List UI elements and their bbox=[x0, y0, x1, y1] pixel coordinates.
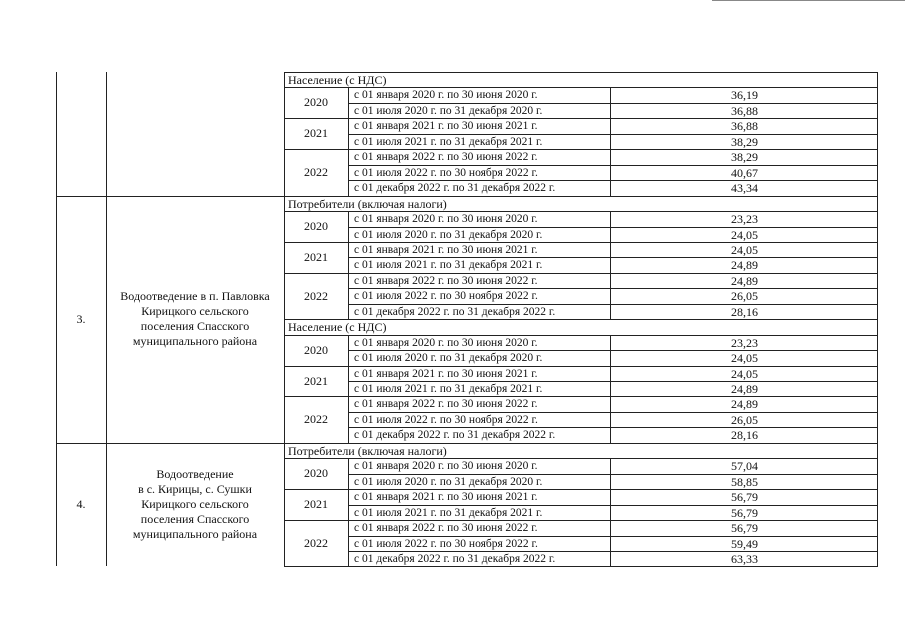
table-rule bbox=[877, 72, 878, 566]
tariff-value: 24,05 bbox=[731, 366, 758, 381]
year-cell: 2021 bbox=[304, 249, 328, 264]
table-rule bbox=[348, 273, 349, 319]
table-rule bbox=[348, 118, 349, 149]
period-cell: с 01 декабря 2022 г. по 31 декабря 2022 г. bbox=[354, 182, 556, 195]
tariff-value: 26,05 bbox=[731, 412, 758, 427]
service-name: Водоотведение bbox=[156, 467, 234, 482]
category-label: Население (с НДС) bbox=[288, 73, 387, 87]
period-cell: с 01 января 2022 г. по 30 июня 2022 г. bbox=[354, 398, 538, 411]
tariff-value: 28,16 bbox=[731, 304, 758, 319]
period-cell: с 01 декабря 2022 г. по 31 декабря 2022 г. bbox=[354, 429, 556, 442]
service-name: в с. Кирицы, с. Сушки bbox=[138, 482, 252, 497]
tariff-value: 24,05 bbox=[731, 242, 758, 257]
table-rule bbox=[610, 118, 611, 149]
tariff-value: 56,79 bbox=[731, 490, 758, 505]
year-cell: 2021 bbox=[304, 373, 328, 388]
table-rule bbox=[56, 72, 57, 566]
period-cell: с 01 января 2021 г. по 30 июня 2021 г. bbox=[354, 243, 538, 256]
tariff-value: 24,89 bbox=[731, 273, 758, 288]
period-cell: с 01 июля 2020 г. по 31 декабря 2020 г. bbox=[354, 475, 543, 488]
table-rule bbox=[610, 211, 611, 242]
year-cell: 2020 bbox=[304, 342, 328, 357]
period-cell: с 01 июля 2021 г. по 31 декабря 2021 г. bbox=[354, 135, 543, 148]
category-label: Потребители (включая налоги) bbox=[288, 443, 447, 458]
period-cell: с 01 июля 2020 г. по 31 декабря 2020 г. bbox=[354, 104, 543, 117]
tariff-value: 56,79 bbox=[731, 505, 758, 520]
table-rule bbox=[348, 242, 349, 273]
tariff-value: 24,89 bbox=[731, 397, 758, 412]
period-cell: с 01 января 2022 г. по 30 июня 2022 г. bbox=[354, 274, 538, 287]
table-rule bbox=[348, 520, 349, 566]
period-cell: с 01 января 2020 г. по 30 июня 2020 г. bbox=[354, 89, 538, 102]
period-cell: с 01 января 2021 г. по 30 июня 2021 г. bbox=[354, 367, 538, 380]
row-number: 3. bbox=[76, 311, 86, 326]
category-label: Потребители (включая налоги) bbox=[288, 196, 447, 211]
tariff-value: 28,16 bbox=[731, 428, 758, 443]
tariff-value: 24,89 bbox=[731, 382, 758, 396]
top-rule bbox=[712, 0, 905, 1]
table-rule bbox=[610, 149, 611, 195]
tariff-value: 24,05 bbox=[731, 227, 758, 242]
tariff-value: 43,34 bbox=[731, 181, 758, 196]
tariff-value: 24,89 bbox=[731, 258, 758, 273]
table-rule bbox=[610, 366, 611, 397]
table-rule bbox=[610, 520, 611, 566]
table-rule bbox=[348, 396, 349, 442]
period-cell: с 01 января 2021 г. по 30 июня 2021 г. bbox=[354, 491, 538, 504]
table-rule bbox=[348, 458, 349, 489]
period-cell: с 01 декабря 2022 г. по 31 декабря 2022 г. bbox=[354, 552, 556, 565]
year-cell: 2020 bbox=[304, 219, 328, 233]
tariff-value: 57,04 bbox=[731, 459, 758, 474]
year-cell: 2021 bbox=[304, 497, 328, 512]
tariff-value: 58,85 bbox=[731, 474, 758, 489]
tariff-value: 63,33 bbox=[731, 551, 758, 566]
period-cell: с 01 июля 2022 г. по 30 ноября 2022 г. bbox=[354, 537, 538, 550]
period-cell: с 01 января 2020 г. по 30 июня 2020 г. bbox=[354, 460, 538, 473]
tariff-value: 36,88 bbox=[731, 103, 758, 118]
tariff-value: 23,23 bbox=[731, 335, 758, 350]
period-cell: с 01 июля 2021 г. по 31 декабря 2021 г. bbox=[354, 383, 543, 395]
table-rule bbox=[348, 489, 349, 520]
service-name: Водоотведение в п. Павловка bbox=[120, 289, 270, 304]
tariff-value: 36,19 bbox=[731, 88, 758, 103]
service-name: поселения Спасского bbox=[140, 319, 250, 334]
service-name: поселения Спасского bbox=[140, 512, 250, 527]
table-rule bbox=[610, 242, 611, 273]
table-rule bbox=[610, 335, 611, 366]
period-cell: с 01 июля 2022 г. по 30 ноября 2022 г. bbox=[354, 166, 538, 179]
tariff-value: 38,29 bbox=[731, 134, 758, 149]
tariff-value: 56,79 bbox=[731, 521, 758, 536]
year-cell: 2022 bbox=[304, 288, 328, 303]
period-cell: с 01 июля 2021 г. по 31 декабря 2021 г. bbox=[354, 259, 543, 272]
table-rule bbox=[284, 72, 285, 566]
period-cell: с 01 июля 2020 г. по 31 декабря 2020 г. bbox=[354, 352, 543, 365]
period-cell: с 01 января 2022 г. по 30 июня 2022 г. bbox=[354, 151, 538, 164]
table-rule bbox=[610, 489, 611, 520]
service-name: муниципального района bbox=[132, 334, 258, 349]
tariff-value: 24,05 bbox=[731, 351, 758, 366]
table-rule bbox=[348, 211, 349, 242]
period-cell: с 01 января 2021 г. по 30 июня 2021 г. bbox=[354, 120, 538, 133]
tariff-value: 59,49 bbox=[731, 536, 758, 551]
row-number: 4. bbox=[76, 497, 86, 512]
service-name: Кирицкого сельского bbox=[141, 304, 249, 319]
period-cell: с 01 января 2020 г. по 30 июня 2020 г. bbox=[354, 336, 538, 349]
service-name: Кирицкого сельского bbox=[141, 497, 249, 512]
tariff-value: 38,29 bbox=[731, 150, 758, 165]
year-cell: 2020 bbox=[304, 466, 328, 481]
category-label: Население (с НДС) bbox=[288, 320, 387, 335]
tariff-value: 40,67 bbox=[731, 165, 758, 180]
tariff-value: 23,23 bbox=[731, 212, 758, 227]
table-rule bbox=[610, 87, 611, 118]
service-name: муниципального района bbox=[132, 527, 258, 542]
table-rule bbox=[348, 335, 349, 366]
period-cell: с 01 января 2022 г. по 30 июня 2022 г. bbox=[354, 522, 538, 535]
year-cell: 2022 bbox=[304, 535, 328, 550]
table-rule bbox=[106, 72, 107, 566]
period-cell: с 01 июля 2022 г. по 30 ноября 2022 г. bbox=[354, 290, 538, 303]
tariff-value: 26,05 bbox=[731, 289, 758, 304]
tariff-value: 36,88 bbox=[731, 119, 758, 134]
table-rule bbox=[284, 566, 878, 567]
table-rule bbox=[348, 149, 349, 195]
period-cell: с 01 июля 2022 г. по 30 ноября 2022 г. bbox=[354, 413, 538, 426]
period-cell: с 01 июля 2021 г. по 31 декабря 2021 г. bbox=[354, 506, 543, 519]
year-cell: 2021 bbox=[304, 126, 328, 141]
table-rule bbox=[610, 396, 611, 442]
table-rule bbox=[348, 87, 349, 118]
table-rule bbox=[348, 366, 349, 397]
table-rule bbox=[610, 458, 611, 489]
year-cell: 2020 bbox=[304, 95, 328, 110]
period-cell: с 01 июля 2020 г. по 31 декабря 2020 г. bbox=[354, 228, 543, 241]
period-cell: с 01 января 2020 г. по 30 июня 2020 г. bbox=[354, 213, 538, 226]
year-cell: 2022 bbox=[304, 164, 328, 179]
year-cell: 2022 bbox=[304, 412, 328, 427]
table-rule bbox=[610, 273, 611, 319]
period-cell: с 01 декабря 2022 г. по 31 декабря 2022 г. bbox=[354, 305, 556, 318]
